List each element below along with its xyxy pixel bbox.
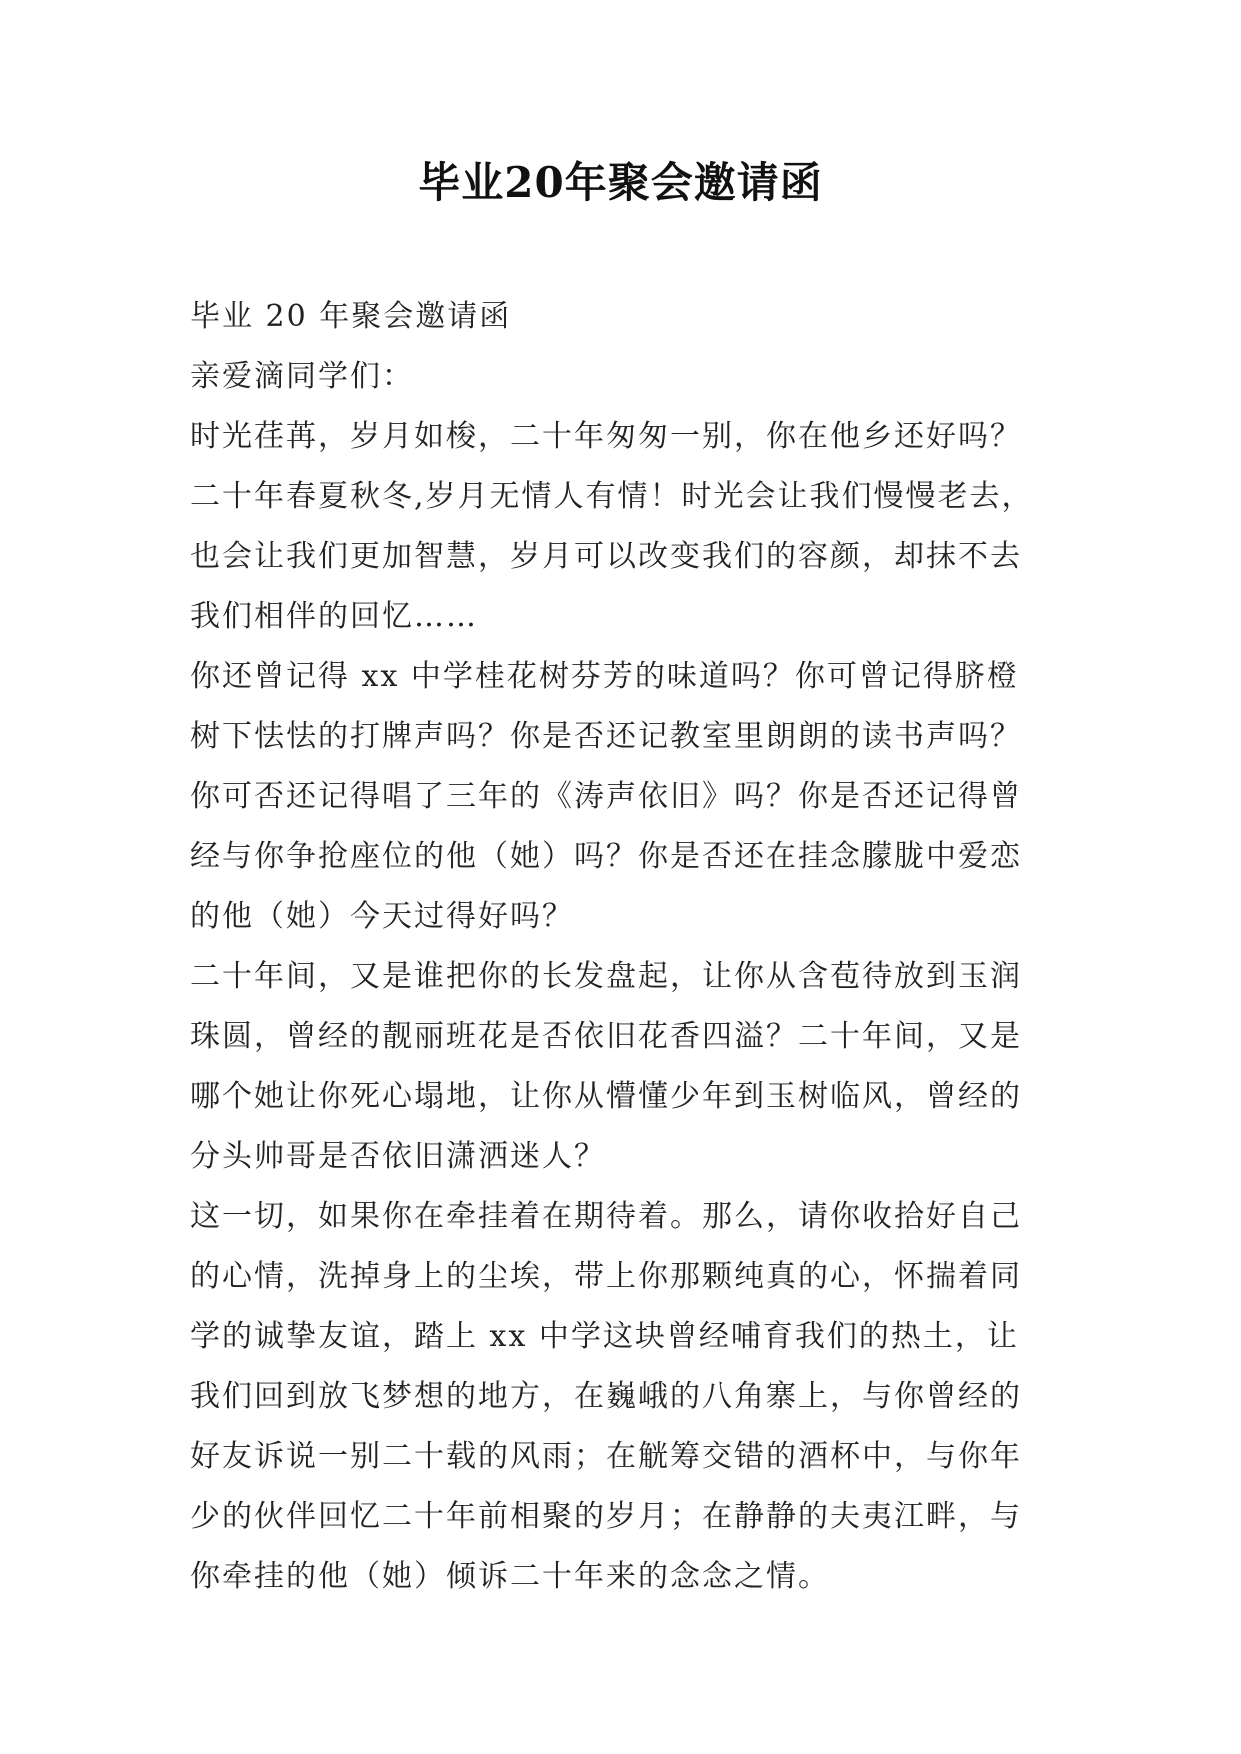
text-line: 二十年间，又是谁把你的长发盘起，让你从含苞待放到玉润 bbox=[190, 959, 1022, 994]
text-line: 珠圆，曾经的靓丽班花是否依旧花香四溢？二十年间，又是 bbox=[190, 1019, 1022, 1054]
text-line: 我们回到放飞梦想的地方，在巍峨的八角寨上，与你曾经的 bbox=[190, 1379, 1022, 1414]
text-line: 二十年春夏秋冬,岁月无情人有情！时光会让我们慢慢老去， bbox=[190, 479, 1034, 514]
text-line: 你可否还记得唱了三年的《涛声依旧》吗？你是否还记得曾 bbox=[190, 779, 1022, 814]
text-line: 时光荏苒，岁月如梭，二十年匆匆一别，你在他乡还好吗？ bbox=[190, 419, 1022, 454]
text-line: 你牵挂的他（她）倾诉二十年来的念念之情。 bbox=[190, 1559, 830, 1594]
document-body bbox=[190, 287, 1070, 1607]
text-line: 你还曾记得 xx 中学桂花树芬芳的味道吗？你可曾记得脐橙 bbox=[190, 659, 1019, 694]
text-line: 我们相伴的回忆…… bbox=[190, 599, 478, 634]
text-line: 少的伙伴回忆二十年前相聚的岁月；在静静的夫夷江畔，与 bbox=[190, 1499, 1022, 1534]
text-line: 学的诚挚友谊，踏上 xx 中学这块曾经哺育我们的热土，让 bbox=[190, 1319, 1019, 1354]
text-line: 好友诉说一别二十载的风雨；在觥筹交错的酒杯中，与你年 bbox=[190, 1439, 1022, 1474]
text-line: 分头帅哥是否依旧潇洒迷人？ bbox=[190, 1139, 606, 1174]
text-line: 树下怯怯的打牌声吗？你是否还记教室里朗朗的读书声吗？ bbox=[190, 719, 1022, 754]
document-title: 毕业20年聚会邀请函 bbox=[418, 158, 823, 207]
text-line: 这一切，如果你在牵挂着在期待着。那么，请你收拾好自己 bbox=[190, 1199, 1022, 1234]
text-line: 毕业 20 年聚会邀请函 bbox=[190, 299, 512, 334]
text-line: 也会让我们更加智慧，岁月可以改变我们的容颜，却抹不去 bbox=[190, 539, 1022, 574]
text-line: 经与你争抢座位的他（她）吗？你是否还在挂念朦胧中爱恋 bbox=[190, 839, 1022, 874]
text-line: 的心情，洗掉身上的尘埃，带上你那颗纯真的心，怀揣着同 bbox=[190, 1259, 1022, 1294]
text-line: 亲爱滴同学们： bbox=[190, 359, 414, 394]
text-line: 哪个她让你死心塌地，让你从懵懂少年到玉树临风，曾经的 bbox=[190, 1079, 1022, 1114]
text-line: 的他（她）今天过得好吗？ bbox=[190, 899, 574, 934]
